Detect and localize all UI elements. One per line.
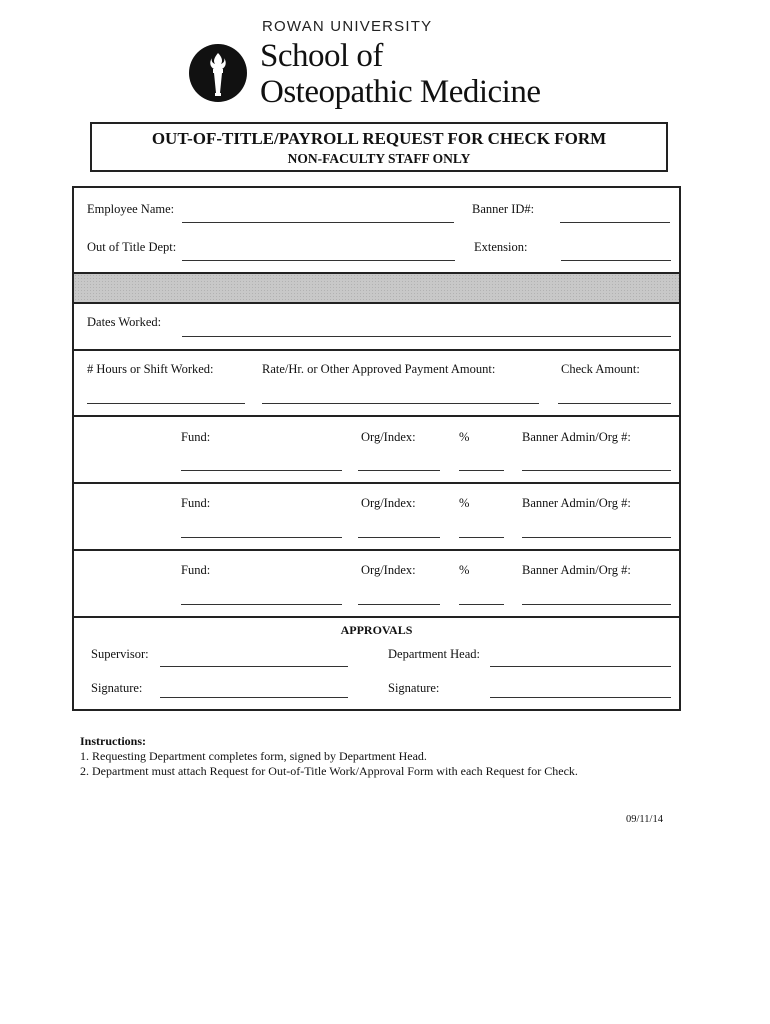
approvals-heading: APPROVALS [340,623,413,637]
fund-label: Fund: [181,496,211,510]
org-index-label: Org/Index: [361,563,416,577]
university-name: ROWAN UNIVERSITY [262,18,433,35]
request-form [72,186,681,711]
extension-label: Extension: [474,240,528,254]
banner-id-field[interactable] [560,222,670,223]
rate-label: Rate/Hr. or Other Approved Payment Amount: [262,362,496,376]
department-head-signature-label: Signature: [388,681,440,695]
department-head-field[interactable] [490,666,671,667]
school-name-line1: School of [260,38,383,74]
percent-label: % [459,563,470,577]
check-amount-label: Check Amount: [561,362,640,376]
out-of-title-dept-label: Out of Title Dept: [87,240,177,254]
org-index-field[interactable] [358,604,440,605]
hours-worked-field[interactable] [87,403,245,404]
hours-worked-label: # Hours or Shift Worked: [87,362,214,376]
section-divider [74,616,679,618]
employee-name-label: Employee Name: [87,202,175,216]
percent-field[interactable] [459,604,504,605]
fund-field[interactable] [181,604,342,605]
percent-label: % [459,430,470,444]
percent-field[interactable] [459,537,504,538]
fund-field[interactable] [181,470,342,471]
supervisor-signature-label: Signature: [91,681,143,695]
form-title: OUT-OF-TITLE/PAYROLL REQUEST FOR CHECK FORM [151,129,607,148]
instructions-heading: Instructions: [80,734,147,748]
torch-logo-icon [189,44,247,102]
dates-worked-field[interactable] [182,336,671,337]
fund-field[interactable] [181,537,342,538]
banner-admin-org-field[interactable] [522,604,671,605]
section-divider [74,549,679,551]
banner-admin-org-field[interactable] [522,470,671,471]
banner-admin-org-field[interactable] [522,537,671,538]
shaded-band [74,274,679,302]
section-divider [74,349,679,351]
section-divider [74,302,679,304]
percent-label: % [459,496,470,510]
department-head-label: Department Head: [388,647,480,661]
supervisor-field[interactable] [160,666,348,667]
banner-id-label: Banner ID#: [472,202,535,216]
employee-name-field[interactable] [182,222,454,223]
check-amount-field[interactable] [558,403,671,404]
instruction-item: 1. Requesting Department completes form, signed by Department Head. [80,749,427,763]
supervisor-signature-field[interactable] [160,697,348,698]
department-head-signature-field[interactable] [490,697,671,698]
form-title-box [90,122,668,172]
banner-admin-org-label: Banner Admin/Org #: [522,496,631,510]
school-name-line2: Osteopathic Medicine [260,74,541,110]
fund-label: Fund: [181,430,211,444]
section-divider [74,415,679,417]
dates-worked-label: Dates Worked: [87,315,162,329]
supervisor-label: Supervisor: [91,647,149,661]
extension-field[interactable] [561,260,671,261]
org-index-field[interactable] [358,537,440,538]
percent-field[interactable] [459,470,504,471]
section-divider [74,482,679,484]
out-of-title-dept-field[interactable] [182,260,455,261]
form-revision-date: 09/11/14 [626,814,663,825]
rate-field[interactable] [262,403,539,404]
org-index-label: Org/Index: [361,430,416,444]
org-index-field[interactable] [358,470,440,471]
org-index-label: Org/Index: [361,496,416,510]
instruction-item: 2. Department must attach Request for Out-of-Title Work/Approval Form with each Request for Check. [80,764,578,778]
form-subtitle: NON-FACULTY STAFF ONLY [287,151,471,166]
banner-admin-org-label: Banner Admin/Org #: [522,563,631,577]
banner-admin-org-label: Banner Admin/Org #: [522,430,631,444]
fund-label: Fund: [181,563,211,577]
